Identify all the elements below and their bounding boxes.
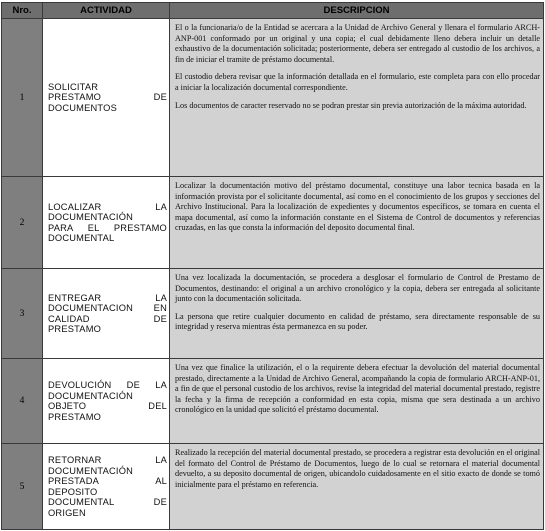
table-row: [2, 269, 544, 359]
activity-line: SOLICITAR: [48, 81, 99, 92]
header-descripcion: DESCRIPCION: [170, 3, 544, 19]
activity-line: ORIGEN: [48, 507, 86, 518]
table-header-row: [2, 3, 544, 19]
activity-line: DOCUMENTACIÓN: [48, 465, 134, 476]
activity-cell: [43, 19, 170, 177]
table-row: [2, 359, 544, 444]
activity-line: DOCUMENTACION EN: [48, 303, 167, 313]
row-number: 3: [2, 269, 43, 359]
row-number: 4: [2, 359, 43, 444]
activity-line: DOCUMENTOS: [48, 102, 117, 113]
activity-line: DOCUMENTAL: [48, 233, 115, 243]
row-number: 5: [2, 444, 43, 530]
description-cell: [170, 444, 544, 530]
description-cell: [170, 269, 544, 359]
activity-line: LOCALIZAR LA: [48, 201, 167, 212]
activity-line: CALIDAD DE: [48, 313, 167, 324]
activity-line: ENTREGAR LA: [48, 292, 167, 303]
header-nro: Nro.: [2, 3, 43, 19]
procedure-table: [1, 2, 544, 530]
activity-line: DEVOLUCIÓN DE LA: [48, 380, 167, 390]
description-paragraph: Una vez localizada la documentación, se procedera a desglosar el formulario de Control de Prestamo de Documentos, destinando: el original a un archivo cronológico y la copia, debera ser entregada al solicitante junto con la documentación solicitada.: [175, 273, 540, 304]
table-row: [2, 444, 544, 530]
activity-line: DOCUMENTACIÓN: [48, 212, 134, 222]
description-paragraph: La persona que retire cualquier documento en calidad de préstamo, sera directamente responsable de su integridad y reserva mientras ésta permanezca en su poder.: [175, 311, 540, 332]
description-cell: [170, 177, 544, 269]
activity-line: DEPOSITO: [48, 486, 98, 497]
description-paragraph: Realizado la recepción del material documental prestado, se procedera a registrar esta devolución en el original del formato del Control de Préstamo de Documentos, luego de lo cual se retornara el material documental devuelto, a su deposito documental de origen, ubicandolo cuidadosamente en el sitio exacto de donde se tomó inicialmente para el préstamo en referencia.: [175, 448, 540, 489]
activity-cell: [43, 177, 170, 269]
activity-line: DOCUMENTACIÓN: [48, 390, 134, 401]
activity-cell: [43, 359, 170, 444]
activity-line: PRESTAMO DE: [48, 92, 167, 103]
table-row: [2, 19, 544, 177]
activity-line: RETORNAR LA: [48, 455, 167, 465]
description-paragraph: El custodio debera revisar que la información detallada en el formulario, este completa para con ello procedar a iniciar la localización documental correspondiente.: [175, 72, 540, 92]
activity-line: PRESTAMO: [48, 324, 102, 334]
description-paragraph: El o la funcionaria/o de la Entidad se acercara a la Unidad de Archivo General y llenara el formulario ARCH-ANP-001 conformado por un original y una copia; el cual debidamente lleno debera incluir un detalle exhaustivo de la documentación solicitada; posteriormente, debera ser entregado al custodio de los archivos, a fin de iniciar el tramite de préstamo documental.: [175, 23, 540, 64]
description-paragraph: Los documentos de caracter reservado no se podran prestar sin previa autorización de la máxima autoridad.: [175, 100, 527, 110]
activity-line: DOCUMENTAL DE: [48, 497, 167, 507]
table-row: [2, 177, 544, 269]
description-cell: [170, 19, 544, 177]
description-cell: [170, 359, 544, 444]
header-actividad: ACTIVIDAD: [43, 3, 170, 19]
activity-cell: [43, 269, 170, 359]
activity-line: PRESTADA AL: [48, 476, 167, 486]
description-paragraph: Localizar la documentación motivo del préstamo documental, constituye una labor tecnica basada en la información provista por el solicitante documental, así como en el conocimiento de los grupos y secciones del Archivo Institucional. Para la localización de expedientes y documentos específicos, se tomara en cuenta el mapa documental, así como la información constante en el Sistema de Control de documentos y referencias cruzadas, en las que consta la información del deposito documental final.: [175, 181, 540, 233]
row-number: 1: [2, 19, 43, 177]
activity-cell: [43, 444, 170, 530]
description-paragraph: Una vez que finalice la utilización, el o la requirente debera efectuar la devolución del material documental prestado, directamente a la Unidad de Archivo General, acompañando la copia de formulario ARCH-ANP-01, a fin de que el personal custodio de los archivos, revise la integridad del material documental prestado, registre la fecha y la firma de recepción a conformidad en esta copia, misma que sera destinada a un archivo cronológico en la unidad que solicitó el préstamo documental.: [175, 363, 540, 415]
activity-line: OBJETO DEL: [48, 401, 167, 411]
row-number: 2: [2, 177, 43, 269]
activity-line: PARA EL PRESTAMO: [48, 222, 167, 233]
activity-line: PRESTAMO: [48, 411, 102, 422]
